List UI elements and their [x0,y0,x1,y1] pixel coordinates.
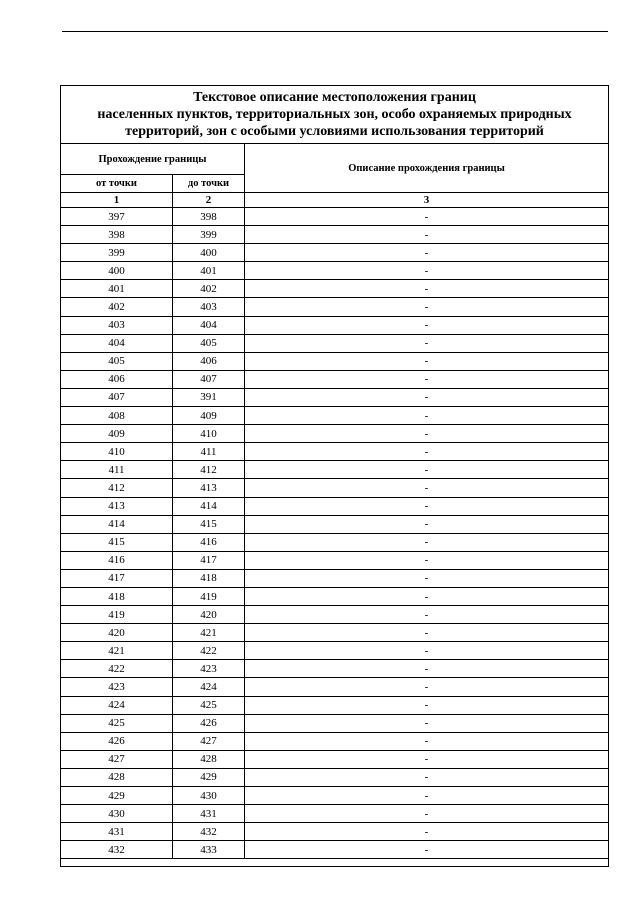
description-cell: - [245,787,609,805]
description-cell: - [245,262,609,280]
description-cell: - [245,841,609,859]
table-row [61,569,609,587]
from-point-cell: 430 [61,805,173,823]
description-cell: - [245,407,609,425]
from-point-cell: 407 [61,388,173,406]
from-point-cell: 406 [61,370,173,388]
to-point-cell: 431 [173,805,245,823]
table-row [61,660,609,678]
header-rule [62,31,608,32]
table-row [61,551,609,569]
to-point-cell: 416 [173,533,245,551]
table-row [61,280,609,298]
description-cell: - [245,732,609,750]
description-cell: - [245,551,609,569]
description-header: Описание прохождения границы [245,144,609,193]
table-row [61,642,609,660]
column-number-2: 2 [173,193,245,208]
table-title-line-2: населенных пунктов, территориальных зон, особо охраняемых природных [97,107,572,122]
table-row [61,262,609,280]
from-point-cell: 411 [61,461,173,479]
table-row [61,244,609,262]
to-point-cell: 404 [173,316,245,334]
table-row [61,479,609,497]
table-tail-row [61,859,609,867]
description-cell: - [245,714,609,732]
from-point-cell: 408 [61,407,173,425]
to-point-cell: 415 [173,515,245,533]
from-point-cell: 399 [61,244,173,262]
table-row [61,714,609,732]
to-point-header: до точки [173,175,245,193]
from-point-cell: 410 [61,443,173,461]
from-point-cell: 432 [61,841,173,859]
description-cell: - [245,533,609,551]
from-point-cell: 413 [61,497,173,515]
table-row [61,388,609,406]
table-row [61,461,609,479]
from-point-cell: 423 [61,678,173,696]
table-body [61,208,609,859]
description-cell: - [245,823,609,841]
description-cell: - [245,425,609,443]
description-cell: - [245,497,609,515]
from-point-cell: 428 [61,768,173,786]
from-point-cell: 403 [61,316,173,334]
description-cell: - [245,768,609,786]
from-point-cell: 426 [61,732,173,750]
to-point-cell: 424 [173,678,245,696]
boundary-passage-header: Прохождение границы [61,144,245,175]
from-point-cell: 425 [61,714,173,732]
to-point-cell: 425 [173,696,245,714]
to-point-cell: 432 [173,823,245,841]
to-point-cell: 407 [173,370,245,388]
description-cell: - [245,370,609,388]
to-point-cell: 427 [173,732,245,750]
to-point-cell: 391 [173,388,245,406]
description-cell: - [245,298,609,316]
table-row [61,407,609,425]
boundary-description-table [60,85,609,867]
column-number-3: 3 [245,193,609,208]
to-point-cell: 412 [173,461,245,479]
table-row [61,624,609,642]
table-row [61,787,609,805]
from-point-cell: 397 [61,208,173,226]
description-cell: - [245,750,609,768]
description-cell: - [245,316,609,334]
description-cell: - [245,461,609,479]
table-row [61,823,609,841]
from-point-cell: 419 [61,606,173,624]
to-point-cell: 403 [173,298,245,316]
to-point-cell: 418 [173,569,245,587]
from-point-cell: 401 [61,280,173,298]
table-row [61,425,609,443]
table-row [61,841,609,859]
table-row [61,678,609,696]
table-row [61,443,609,461]
table-row [61,587,609,605]
from-point-cell: 409 [61,425,173,443]
to-point-cell: 417 [173,551,245,569]
from-point-cell: 420 [61,624,173,642]
to-point-cell: 423 [173,660,245,678]
from-point-cell: 400 [61,262,173,280]
table-row [61,732,609,750]
to-point-cell: 406 [173,352,245,370]
from-point-cell: 418 [61,587,173,605]
table-row [61,497,609,515]
description-cell: - [245,244,609,262]
to-point-cell: 413 [173,479,245,497]
to-point-cell: 399 [173,226,245,244]
from-point-cell: 421 [61,642,173,660]
description-cell: - [245,587,609,605]
from-point-header: от точки [61,175,173,193]
to-point-cell: 410 [173,425,245,443]
table-row [61,696,609,714]
table-title-line-1: Текстовое описание местоположения границ [193,90,476,105]
description-cell: - [245,606,609,624]
to-point-cell: 433 [173,841,245,859]
table-row [61,352,609,370]
table-row [61,515,609,533]
to-point-cell: 428 [173,750,245,768]
table-row [61,750,609,768]
table-row [61,805,609,823]
from-point-cell: 415 [61,533,173,551]
description-cell: - [245,569,609,587]
from-point-cell: 402 [61,298,173,316]
to-point-cell: 420 [173,606,245,624]
column-number-1: 1 [61,193,173,208]
from-point-cell: 414 [61,515,173,533]
description-cell: - [245,660,609,678]
description-cell: - [245,678,609,696]
from-point-cell: 405 [61,352,173,370]
description-cell: - [245,334,609,352]
from-point-cell: 431 [61,823,173,841]
table-row [61,606,609,624]
description-cell: - [245,624,609,642]
description-cell: - [245,696,609,714]
to-point-cell: 426 [173,714,245,732]
to-point-cell: 400 [173,244,245,262]
from-point-cell: 424 [61,696,173,714]
description-cell: - [245,515,609,533]
table-row [61,370,609,388]
to-point-cell: 409 [173,407,245,425]
to-point-cell: 430 [173,787,245,805]
from-point-cell: 416 [61,551,173,569]
from-point-cell: 422 [61,660,173,678]
table-row [61,334,609,352]
table-row [61,316,609,334]
table-row [61,533,609,551]
from-point-cell: 429 [61,787,173,805]
to-point-cell: 414 [173,497,245,515]
table-row [61,768,609,786]
from-point-cell: 412 [61,479,173,497]
to-point-cell: 405 [173,334,245,352]
table-row [61,298,609,316]
description-cell: - [245,280,609,298]
to-point-cell: 421 [173,624,245,642]
from-point-cell: 427 [61,750,173,768]
table-title [61,86,609,144]
to-point-cell: 401 [173,262,245,280]
to-point-cell: 429 [173,768,245,786]
from-point-cell: 417 [61,569,173,587]
description-cell: - [245,226,609,244]
to-point-cell: 402 [173,280,245,298]
to-point-cell: 411 [173,443,245,461]
to-point-cell: 398 [173,208,245,226]
description-cell: - [245,642,609,660]
description-cell: - [245,388,609,406]
description-cell: - [245,479,609,497]
description-cell: - [245,805,609,823]
to-point-cell: 422 [173,642,245,660]
from-point-cell: 398 [61,226,173,244]
description-cell: - [245,352,609,370]
table-title-line-3: территорий, зон с особыми условиями использования территорий [125,124,544,139]
from-point-cell: 404 [61,334,173,352]
table-row [61,226,609,244]
to-point-cell: 419 [173,587,245,605]
description-cell: - [245,208,609,226]
table-row [61,208,609,226]
description-cell: - [245,443,609,461]
